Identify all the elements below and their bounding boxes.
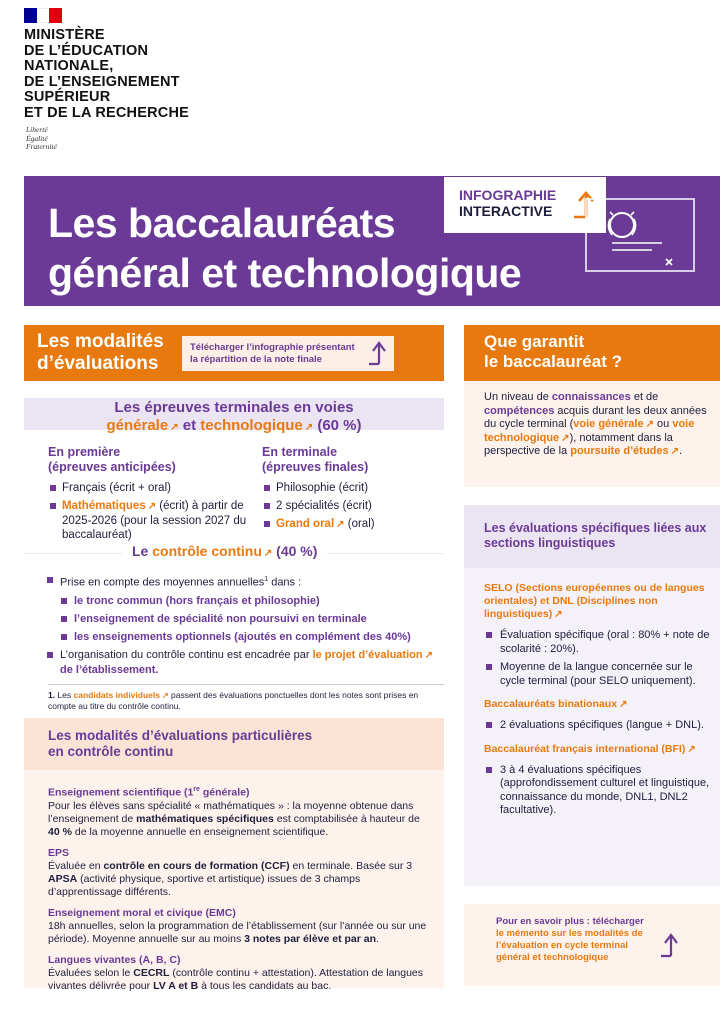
terminale-list	[262, 481, 442, 532]
particulieres-title-line: Les modalités d’évaluations particulières	[48, 728, 313, 743]
ministry-line: MINISTÈRE	[24, 27, 105, 43]
premiere-heading: En première	[48, 445, 121, 459]
es-title	[48, 783, 432, 800]
link-arrow-icon: ↗	[687, 743, 696, 755]
modalites-title-line: d’évaluations	[37, 353, 159, 374]
link-arrow-icon: ↗	[161, 691, 169, 700]
list-item: le tronc commun (hors français et philosophie)	[60, 594, 442, 608]
garantit-header	[464, 325, 720, 381]
link-text: candidats individuels	[73, 690, 160, 700]
link-voie-technologique[interactable]	[200, 417, 313, 434]
link-arrow-icon: ↗	[263, 548, 273, 559]
epreuves-title	[24, 399, 444, 436]
eps-text	[48, 860, 432, 899]
republique-francaise-flag	[24, 8, 62, 23]
flag-white	[37, 8, 50, 23]
epreuves-title-line2	[24, 417, 444, 436]
link-controle-continu[interactable]	[152, 543, 272, 559]
controle-sublist	[60, 594, 442, 644]
bold-text: mathématiques spécifiques	[136, 812, 274, 825]
lv-text	[48, 967, 432, 993]
list-item: Évaluation spécifique (oral : 80% + note de scolarité : 20%).	[484, 629, 710, 656]
text: ou	[653, 418, 673, 430]
link-arrow-icon: ↗	[670, 446, 680, 457]
controle-list-2	[46, 648, 442, 677]
link-text: Mathématiques	[62, 500, 146, 512]
terminale-heading: En terminale	[262, 445, 338, 459]
text: acquis durant les deux années du cycle terminal (	[484, 404, 707, 430]
title-prefix: Le	[132, 543, 153, 559]
more-link-text: le mémento sur les modalités de l’évaluation en cycle terminal général et technologique	[496, 928, 643, 963]
text: Évaluées selon le	[48, 966, 134, 979]
text: de la moyenne annuelle en enseignement scientifique.	[71, 825, 329, 838]
percent-label: (60 %)	[313, 417, 362, 434]
title-text: Enseignement scientifique (1	[48, 786, 194, 799]
controle-list	[46, 573, 442, 590]
link-arrow-icon: ↗	[170, 422, 179, 433]
list-item	[46, 573, 442, 590]
ministry-line: DE L’ENSEIGNEMENT	[24, 73, 180, 90]
link-arrow-icon: ↗	[554, 609, 563, 620]
link-text: Grand oral	[276, 518, 335, 530]
selo-list	[484, 629, 710, 688]
conjunction: et	[178, 417, 201, 434]
item-text: L’organisation du contrôle continu est encadrée par	[60, 648, 313, 661]
premiere-subheading: (épreuves anticipées)	[48, 460, 176, 474]
link-arrow-icon: ↗	[336, 519, 345, 530]
link-text: contrôle continu	[152, 543, 262, 559]
title-suffix: (40 %)	[272, 543, 318, 559]
garantit-title-line: Que garantit	[484, 332, 585, 351]
flag-red	[49, 8, 62, 23]
text: Un niveau de	[484, 391, 552, 403]
footnote	[48, 690, 440, 712]
footnote-divider	[48, 684, 444, 685]
list-item: Français (écrit + oral)	[48, 481, 248, 495]
link-arrow-icon: ↗	[645, 419, 654, 430]
link-text: technologique	[200, 417, 303, 434]
link-binationaux[interactable]	[484, 698, 710, 711]
item-text: (écrit) à partir de 2025-2026 (pour la session 2027 du baccalauréat)	[62, 500, 247, 541]
list-item	[262, 517, 442, 532]
footnote-number: 1.	[48, 690, 56, 700]
link-text: SELO (Sections européennes ou de langues orientales) et DNL (Disciplines non linguistiques)	[484, 582, 705, 620]
list-item	[48, 499, 248, 542]
list-item: 2 spécialités (écrit)	[262, 499, 442, 513]
link-text: Baccalauréats binationaux	[484, 698, 618, 710]
text: .	[376, 932, 379, 945]
text: et de	[630, 391, 659, 403]
eps-title: EPS	[48, 846, 70, 859]
bold-text: APSA	[48, 872, 78, 885]
premiere-list	[48, 481, 248, 542]
title-text: générale)	[199, 786, 250, 799]
premiere-column	[48, 445, 248, 546]
link-text: poursuite d’études	[570, 445, 669, 457]
download-line: Télécharger l’infographie présentant	[190, 342, 355, 353]
link-selo-dnl[interactable]	[484, 582, 710, 621]
link-candidats-individuels[interactable]	[74, 690, 169, 700]
infographic-label: INFOGRAPHIE	[459, 187, 557, 203]
bold-text: LV A et B	[153, 979, 199, 992]
link-arrow-icon: ↗	[147, 501, 157, 512]
linguistiques-content	[484, 582, 710, 823]
title-line: Les baccalauréats	[48, 200, 396, 246]
garantit-text	[464, 381, 720, 487]
text: Évaluée en	[48, 859, 104, 872]
particulieres-header	[24, 718, 444, 770]
modalites-title	[37, 331, 164, 375]
text: (contrôle continu + attestation). Attestation de langues vivantes délivrée pour	[48, 966, 424, 992]
item-text: (oral)	[344, 518, 375, 530]
ministry-line: DE L’ÉDUCATION	[24, 42, 149, 59]
epreuves-title-line: Les épreuves terminales en voies	[114, 399, 354, 416]
link-text: le projet d’évaluation	[312, 648, 423, 661]
list-item: l’enseignement de spécialité non poursuivi en terminale	[60, 612, 442, 626]
ministry-line: ET DE LA RECHERCHE	[24, 104, 189, 121]
text: est comptabilisée à hauteur de	[273, 812, 420, 825]
emc-title: Enseignement moral et civique (EMC)	[48, 906, 236, 919]
link-arrow-icon: ↗	[561, 432, 570, 444]
bold-text: contrôle en cours de formation (CCF)	[103, 859, 290, 872]
controle-title	[122, 543, 327, 559]
download-line: la répartition de la note finale	[190, 354, 322, 365]
controle-content	[46, 573, 442, 681]
memento-download-link[interactable]	[464, 904, 720, 986]
link-text: Baccalauréat français international (BFI)	[484, 742, 686, 755]
footnote-text: Les	[55, 690, 74, 700]
link-grand-oral[interactable]	[276, 518, 345, 530]
more-prefix: Pour en savoir plus : télécharger	[496, 916, 644, 927]
motto-line: Fraternité	[26, 142, 57, 151]
text: en terminale. Basée sur 3	[289, 859, 413, 872]
terminale-column	[262, 445, 442, 536]
superscript: re	[193, 786, 200, 793]
link-mathematiques[interactable]	[62, 500, 156, 512]
infographic-sub-label: INTERACTIVE	[459, 203, 553, 219]
item-text: dans :	[268, 576, 302, 589]
motto-line: Liberté	[26, 125, 48, 134]
download-infographic-link[interactable]	[182, 336, 394, 371]
footnote-ref: 1	[264, 576, 269, 583]
title-line: général et technologique	[48, 250, 522, 296]
linguistiques-header	[464, 505, 720, 568]
link-bfi[interactable]	[484, 743, 710, 756]
item-text: Prise en compte des moyennes annuelles	[60, 576, 265, 589]
ministry-name	[24, 28, 189, 121]
text: Pour les élèves sans spécialité « mathématiques » : la moyenne obtenue dans l’enseignement de	[48, 799, 414, 825]
emc-text	[48, 920, 432, 946]
particulieres-title-line: en contrôle continu	[48, 744, 174, 759]
text: ), notamment dans la perspective de la	[484, 431, 673, 457]
binationaux-list	[484, 719, 710, 733]
bold-text: CECRL	[133, 966, 170, 979]
link-text: voie générale	[573, 418, 644, 430]
text: (activité physique, sportive et artistique) issues de 3 champs d’apprentissage différents.	[48, 872, 361, 898]
footnote-text: passent des évaluations ponctuelles dont les notes sont prises en compte au titre du contrôle continu.	[48, 690, 419, 711]
ministry-line: NATIONALE,	[24, 58, 114, 74]
list-item: Moyenne de la langue concernée sur le cycle terminal (pour SELO uniquement).	[484, 661, 710, 688]
motto-line: Égalité	[26, 133, 48, 143]
ministry-line: SUPÉRIEUR	[24, 89, 111, 105]
bold-text: 40 %	[48, 825, 72, 838]
text: 18h annuelles, selon la programmation de l’établissement (sur l’année ou sur une période). Moyenne annuelle sur au moins	[48, 919, 427, 945]
download-arrow-icon[interactable]	[660, 932, 678, 958]
es-text	[48, 800, 432, 839]
republic-motto	[26, 126, 57, 152]
link-text: voie technologique	[484, 418, 695, 444]
modalites-title-line: Les modalités	[37, 331, 164, 352]
list-item: les enseignements optionnels (ajoutés en complément des 40%)	[60, 630, 442, 644]
bold-text: compétences	[484, 404, 555, 417]
list-item: 3 à 4 évaluations spécifiques (approfondissement culturel et linguistique, connaissance du monde, DNL1, DNL2 facultative).	[484, 764, 710, 818]
linguistiques-title: Les évaluations spécifiques liées aux sections linguistiques	[484, 521, 707, 550]
garantit-title-line: le baccalauréat ?	[484, 352, 622, 371]
link-arrow-icon: ↗	[424, 649, 433, 661]
list-item	[46, 648, 442, 677]
diploma-certificate-icon	[582, 195, 700, 275]
link-arrow-icon: ↗	[304, 422, 314, 433]
bold-text: 3 notes par élève et par an	[244, 932, 377, 945]
text: .	[679, 445, 683, 457]
link-text: générale	[106, 417, 169, 434]
particulieres-content	[48, 783, 432, 993]
link-voie-generale[interactable]	[573, 418, 654, 430]
link-arrow-icon: ↗	[619, 699, 628, 710]
link-poursuite-etudes[interactable]	[570, 445, 679, 457]
list-item: 2 évaluations spécifiques (langue + DNL).	[484, 719, 710, 733]
link-voie-generale[interactable]	[106, 417, 178, 434]
list-item: Philosophie (écrit)	[262, 481, 442, 495]
download-arrow-icon[interactable]	[368, 340, 386, 366]
bfi-list	[484, 764, 710, 818]
lv-title: Langues vivantes (A, B, C)	[48, 953, 181, 966]
link-projet-evaluation[interactable]	[313, 649, 433, 661]
item-text: de l’établissement.	[60, 663, 159, 676]
flag-blue	[24, 8, 37, 23]
terminale-subheading: (épreuves finales)	[262, 460, 369, 474]
text: à tous les candidats au bac.	[198, 979, 332, 992]
bold-text: connaissances	[551, 391, 631, 403]
